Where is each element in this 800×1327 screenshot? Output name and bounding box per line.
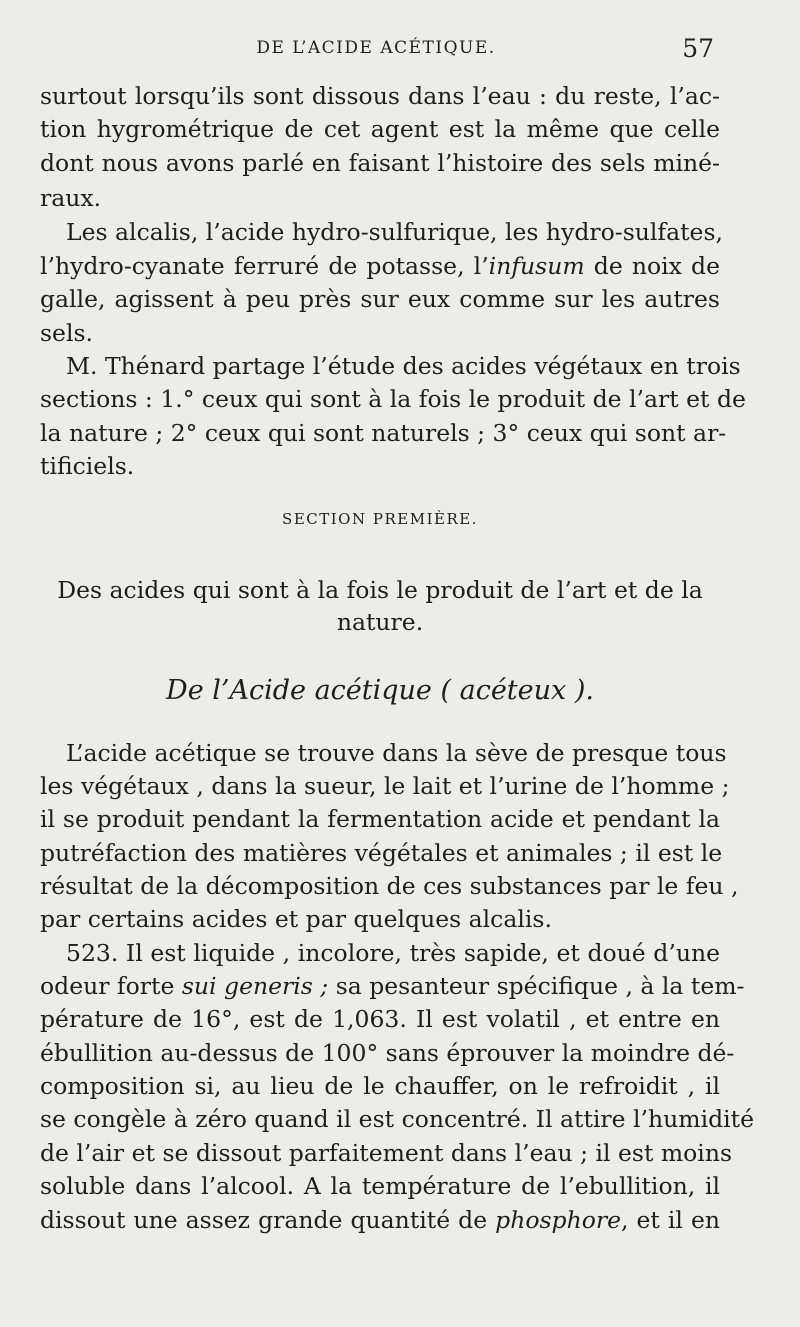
text-line: par certains acides et par quelques alcalis. [40, 905, 552, 933]
section-subtitle: nature. [336, 608, 424, 636]
latin-term: sui generis ; [181, 972, 329, 1000]
text-line: pérature de 16°, est de 1,063. Il est volatil , et entre en [40, 1005, 720, 1033]
text-line: se congèle à zéro quand il est concentré. Il attire l’humidité [40, 1105, 754, 1133]
text-line: M. Thénard partage l’étude des acides végétaux en trois [66, 352, 741, 380]
running-title: DE L’ACIDE ACÉTIQUE. [256, 38, 496, 58]
text-line: dont nous avons parlé en faisant l’histoire des sels miné- [40, 149, 720, 177]
text-line: la nature ; 2° ceux qui sont naturels ; 3° ceux qui sont ar- [40, 419, 727, 447]
text-line: putréfaction des matières végétales et animales ; il est le [40, 839, 723, 867]
text-line: composition si, au lieu de le chauffer, on le refroidit , il [40, 1072, 720, 1100]
text-line: soluble dans l’alcool. A la température de l’ebullition, il [40, 1172, 720, 1200]
text-line: sels. [40, 319, 94, 347]
latin-term: infusum [488, 252, 585, 280]
text-line: L’acide acétique se trouve dans la sève de presque tous [66, 739, 727, 767]
text-line: raux. [40, 184, 102, 212]
chapter-title: De l’Acide acétique ( acéteux ). [166, 675, 594, 706]
text-line: les végétaux , dans la sueur, le lait et l’urine de l’homme ; [40, 772, 730, 800]
section-heading: SECTION PREMIÈRE. [282, 510, 478, 528]
page-number: 57 [682, 34, 714, 63]
text-line: de l’air et se dissout parfaitement dans l’eau ; il est moins [40, 1139, 733, 1167]
text-line: dissout une assez grande quantité de phosphore, et il en [40, 1206, 721, 1234]
text-line: 523. Il est liquide , incolore, très sapide, et doué d’une [66, 939, 720, 967]
text-line: surtout lorsqu’ils sont dissous dans l’eau : du reste, l’ac- [40, 82, 720, 110]
text-line: il se produit pendant la fermentation acide et pendant la [40, 805, 720, 833]
text-line: odeur forte sui generis ; sa pesanteur spécifique , à la tem- [40, 972, 745, 1000]
text-line: ébullition au-dessus de 100° sans éprouver la moindre dé- [40, 1039, 735, 1067]
text-line: tificiels. [40, 452, 135, 480]
text-line: résultat de la décomposition de ces substances par le feu , [40, 872, 739, 900]
page-header [40, 34, 712, 74]
chemical-term: phosphore [495, 1206, 622, 1234]
text-line: galle, agissent à peu près sur eux comme sur les autres [40, 285, 720, 313]
text-line: Les alcalis, l’acide hydro-sulfurique, les hydro-sulfates, [66, 218, 723, 246]
text-line: sections : 1.° ceux qui sont à la fois le produit de l’art et de [40, 385, 746, 413]
section-subtitle: Des acides qui sont à la fois le produit de l’art et de la [57, 576, 703, 604]
text-line: l’hydro-cyanate ferruré de potasse, l’infusum de noix de [40, 252, 720, 280]
text-line: tion hygrométrique de cet agent est la même que celle [40, 115, 720, 143]
